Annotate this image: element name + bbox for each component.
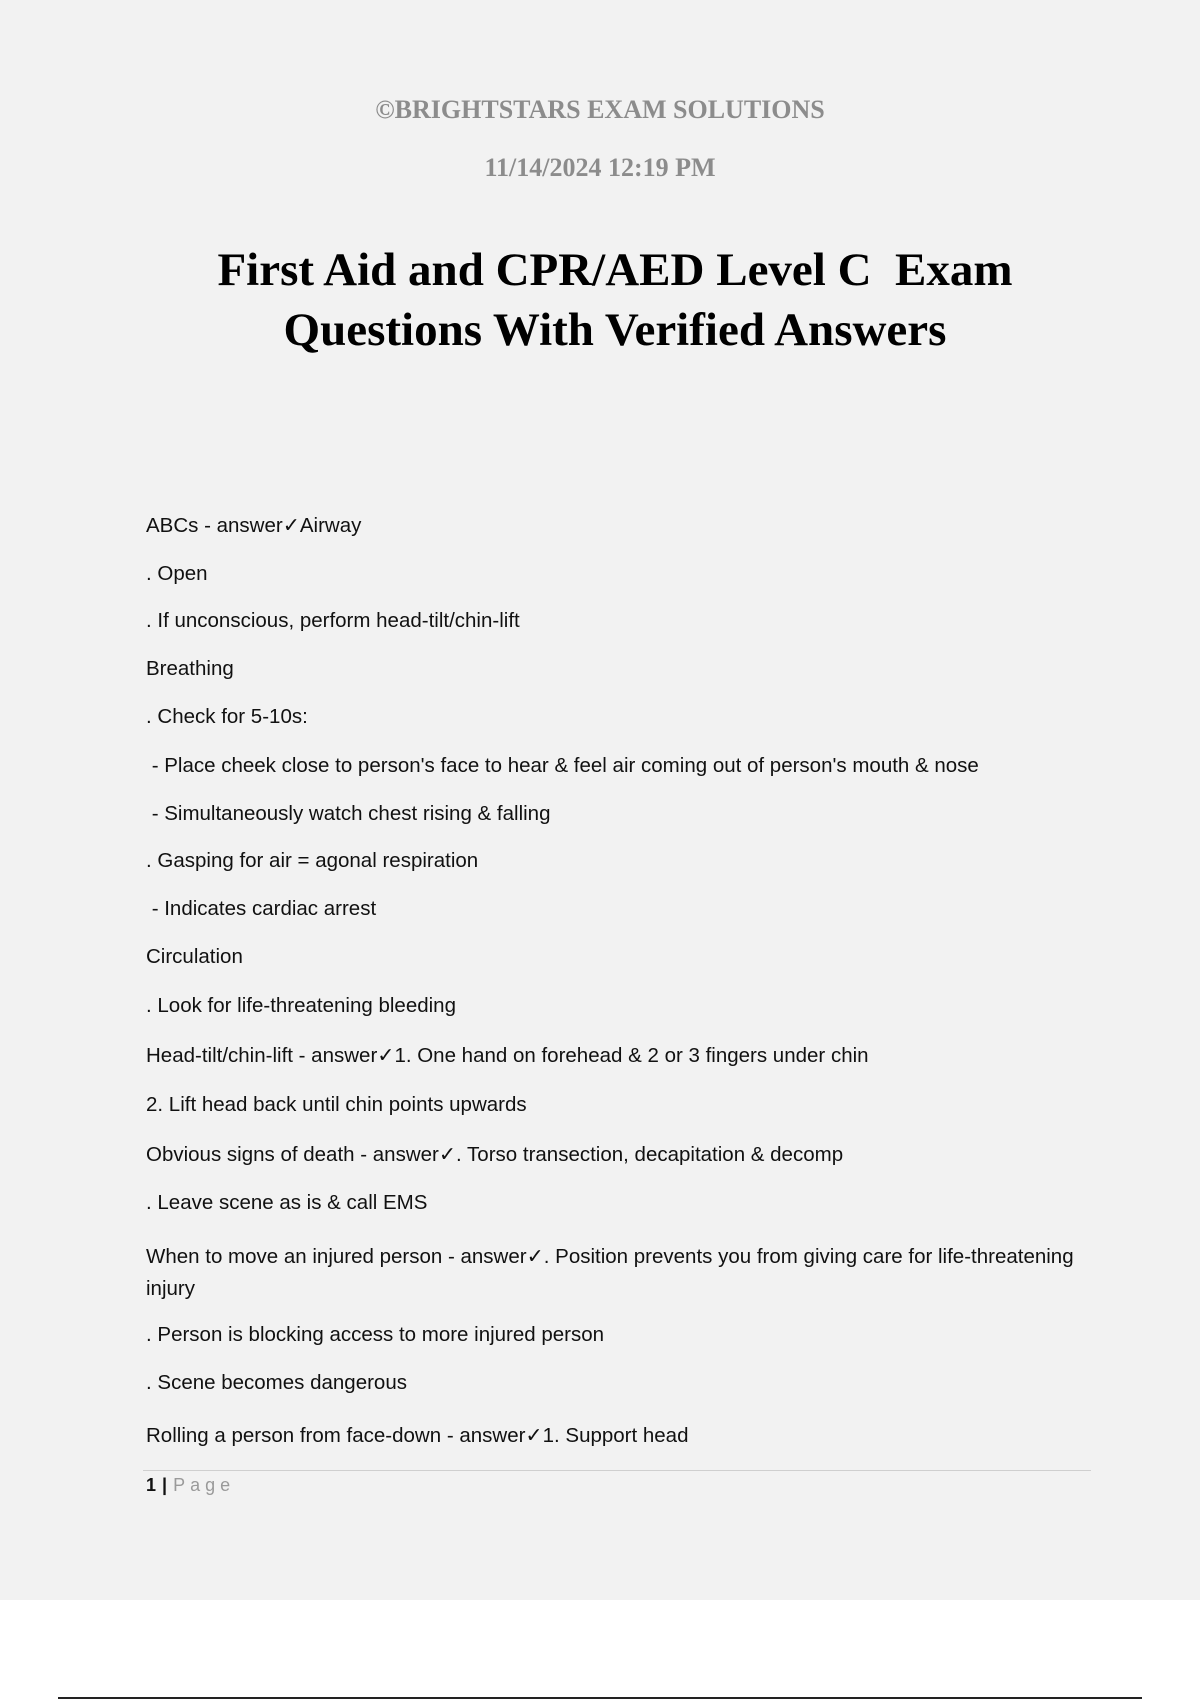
next-page-divider [58, 1697, 1142, 1699]
text-line: . Gasping for air = agonal respiration [146, 849, 479, 872]
footer-divider [143, 1470, 1091, 1471]
title-line-2: Questions With Verified Answers [283, 304, 947, 356]
text-line: . Leave scene as is & call EMS [146, 1191, 428, 1214]
page-label: Page [173, 1475, 236, 1495]
page-number: 1 [146, 1475, 157, 1495]
text-line: 2. Lift head back until chin points upwards [146, 1093, 527, 1116]
text-line: When to move an injured person - answer✓. Position prevents you from giving care for life-threatening injury [146, 1245, 1074, 1300]
title-line-1: First Aid and CPR/AED Level C Exam [217, 244, 1013, 296]
timestamp-header: 11/14/2024 12:19 PM [484, 153, 716, 182]
text-line: Circulation [146, 945, 243, 968]
text-line: Rolling a person from face-down - answer✓1. Support head [146, 1424, 689, 1447]
footer-separator: | [162, 1475, 168, 1495]
text-line: - Indicates cardiac arrest [146, 897, 377, 920]
text-line: Obvious signs of death - answer✓. Torso transection, decapitation & decomp [146, 1143, 844, 1166]
document-title [150, 240, 1080, 360]
text-line: . Open [146, 562, 208, 585]
text-line: - Place cheek close to person's face to hear & feel air coming out of person's mouth & nose [146, 754, 979, 777]
page-footer [146, 1475, 235, 1496]
text-line: . Person is blocking access to more injured person [146, 1323, 605, 1346]
text-line: - Simultaneously watch chest rising & falling [146, 802, 551, 825]
text-line: ABCs - answer✓Airway [146, 514, 362, 537]
text-line: Head-tilt/chin-lift - answer✓1. One hand on forehead & 2 or 3 fingers under chin [146, 1044, 869, 1067]
copyright-header: ©BRIGHTSTARS EXAM SOLUTIONS [375, 95, 825, 124]
text-line: Breathing [146, 657, 234, 680]
text-line: . If unconscious, perform head-tilt/chin-lift [146, 609, 520, 632]
text-line: . Scene becomes dangerous [146, 1371, 407, 1394]
text-line: . Look for life-threatening bleeding [146, 994, 456, 1017]
text-line: . Check for 5-10s: [146, 705, 308, 728]
